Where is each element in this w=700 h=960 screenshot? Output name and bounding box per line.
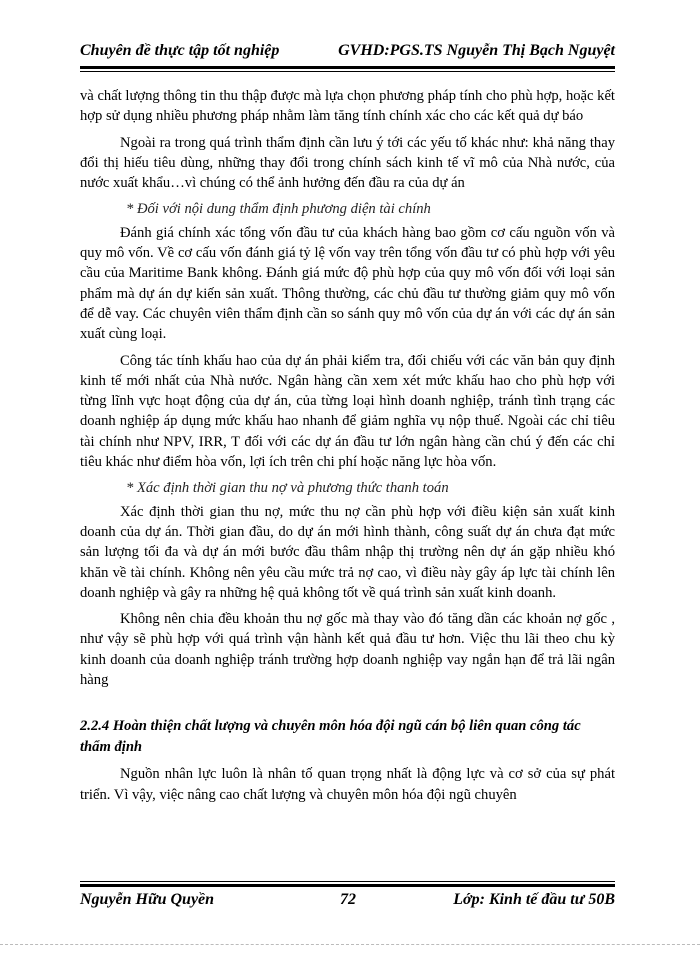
paragraph-human-resources: Nguồn nhân lực luôn là nhân tố quan trọng nhất là động lực và cơ sở của sự phát triển. Vì vậy, việc nâng cao chất lượng và chuyên môn hóa đội ngũ chuyên [80,766,615,803]
header-supervisor: GVHD:PGS.TS Nguyễn Thị Bạch Nguyệt [338,42,615,59]
section-heading-2-2-4: 2.2.4 Hoàn thiện chất lượng và chuyên môn hóa đội ngũ cán bộ liên quan công tác thẩm định [80,718,581,756]
page-header [80,40,615,64]
page-footer [80,891,615,913]
paragraph-collection-time: Xác định thời gian thu nợ, mức thu nợ cần phù hợp với điều kiện sản xuất kinh doanh của dự án. Thời gian đầu, do dự án mới hình thành, công suất dự án chưa đạt mức sản lượng tối đa và dự án mới bước đầu thâm nhập thị trường nên dự án gặp nhiều khó khăn về tài chính. Không nên yêu cầu mức trả nợ cao, vì điều này gây áp lực tài chính lên doanh nghiệp và gây ra những hệ quả không tốt về quá trình sản xuất kinh doanh. [80,503,615,601]
subheading-debt-collection: * Xác định thời gian thu nợ và phương thức thanh toán [126,480,449,497]
paragraph-depreciation: Công tác tính khấu hao của dự án phải kiểm tra, đối chiếu với các văn bản quy định kinh tế mới nhất của Nhà nước. Ngân hàng cần xem xét mức khấu hao cho phù hợp với từng lĩnh vực hoạt động của dự án, của từng loại hình doanh nghiệp, tránh tình trạng các doanh nghiệp áp dụng mức khấu hao nhanh để giảm nghĩa vụ nộp thuế. Ngoài các chỉ tiêu tài chính như NPV, IRR, T đối với các dự án đầu tư lớn ngân hàng cần chú ý đến các chỉ tiêu khác như điểm hòa vốn, lợi ích trên chi phí hoặc năng lực hòa vốn. [80,352,615,471]
footer-page-number: 72 [340,891,356,908]
footer-rule-thin [80,881,615,882]
footer-author: Nguyễn Hữu Quyền [80,891,215,908]
paragraph-other-factors: Ngoài ra trong quá trình thẩm định cần lưu ý tới các yếu tố khác như: khả năng thay đổi thị hiếu tiêu dùng, những thay đổi trong chính sách kinh tế vĩ mô của Nhà nước, của nước xuất khẩu…vì chúng có thể ảnh hưởng đến đầu ra của dự án [80,134,615,192]
footer-class: Lớp: Kinh tế đầu tư 50B [453,891,615,908]
paragraph-principal-repayment: Không nên chia đều khoản thu nợ gốc mà thay vào đó tăng dần các khoản nợ gốc , như vậy sẽ phù hợp với quá trình vận hành kết quả đầu tư hơn. Việc thu lãi theo chu kỳ kinh doanh của doanh nghiệp tránh trường hợp doanh nghiệp vay ngắn hạn để trả lãi ngân hàng [80,611,615,689]
header-rule-thin [80,71,615,72]
paragraph-capital-structure: Đánh giá chính xác tổng vốn đầu tư của khách hàng bao gồm cơ cấu nguồn vốn và quy mô vốn. Về cơ cấu vốn đánh giá tỷ lệ vốn vay trên tổng vốn đầu tư có phù hợp với yêu cầu của Maritime Bank không. Đánh giá mức độ phù hợp của quy mô vốn đối với loại sản phẩm mà dự án dự kiến sản xuất. Thông thường, các chủ đầu tư thường giảm quy mô vốn để dễ vay. Các chuyên viên thẩm định cần so sánh quy mô vốn của dự án với các dự án sản xuất cùng loại. [80,224,615,343]
page-break-line [0,944,700,945]
page-body [80,86,615,811]
footer-rule-thick [80,884,615,887]
header-report-title: Chuyên đề thực tập tốt nghiệp [80,42,280,59]
paragraph-forecast-methods: và chất lượng thông tin thu thập được mà lựa chọn phương pháp tính cho phù hợp, hoặc kết hợp sử dụng nhiều phương pháp nhằm làm tăng tính chính xác cho các kết quả dự báo [80,88,615,125]
header-rule-thick [80,66,615,69]
subheading-financial-appraisal: * Đối với nội dung thẩm định phương diện tài chính [126,201,431,218]
